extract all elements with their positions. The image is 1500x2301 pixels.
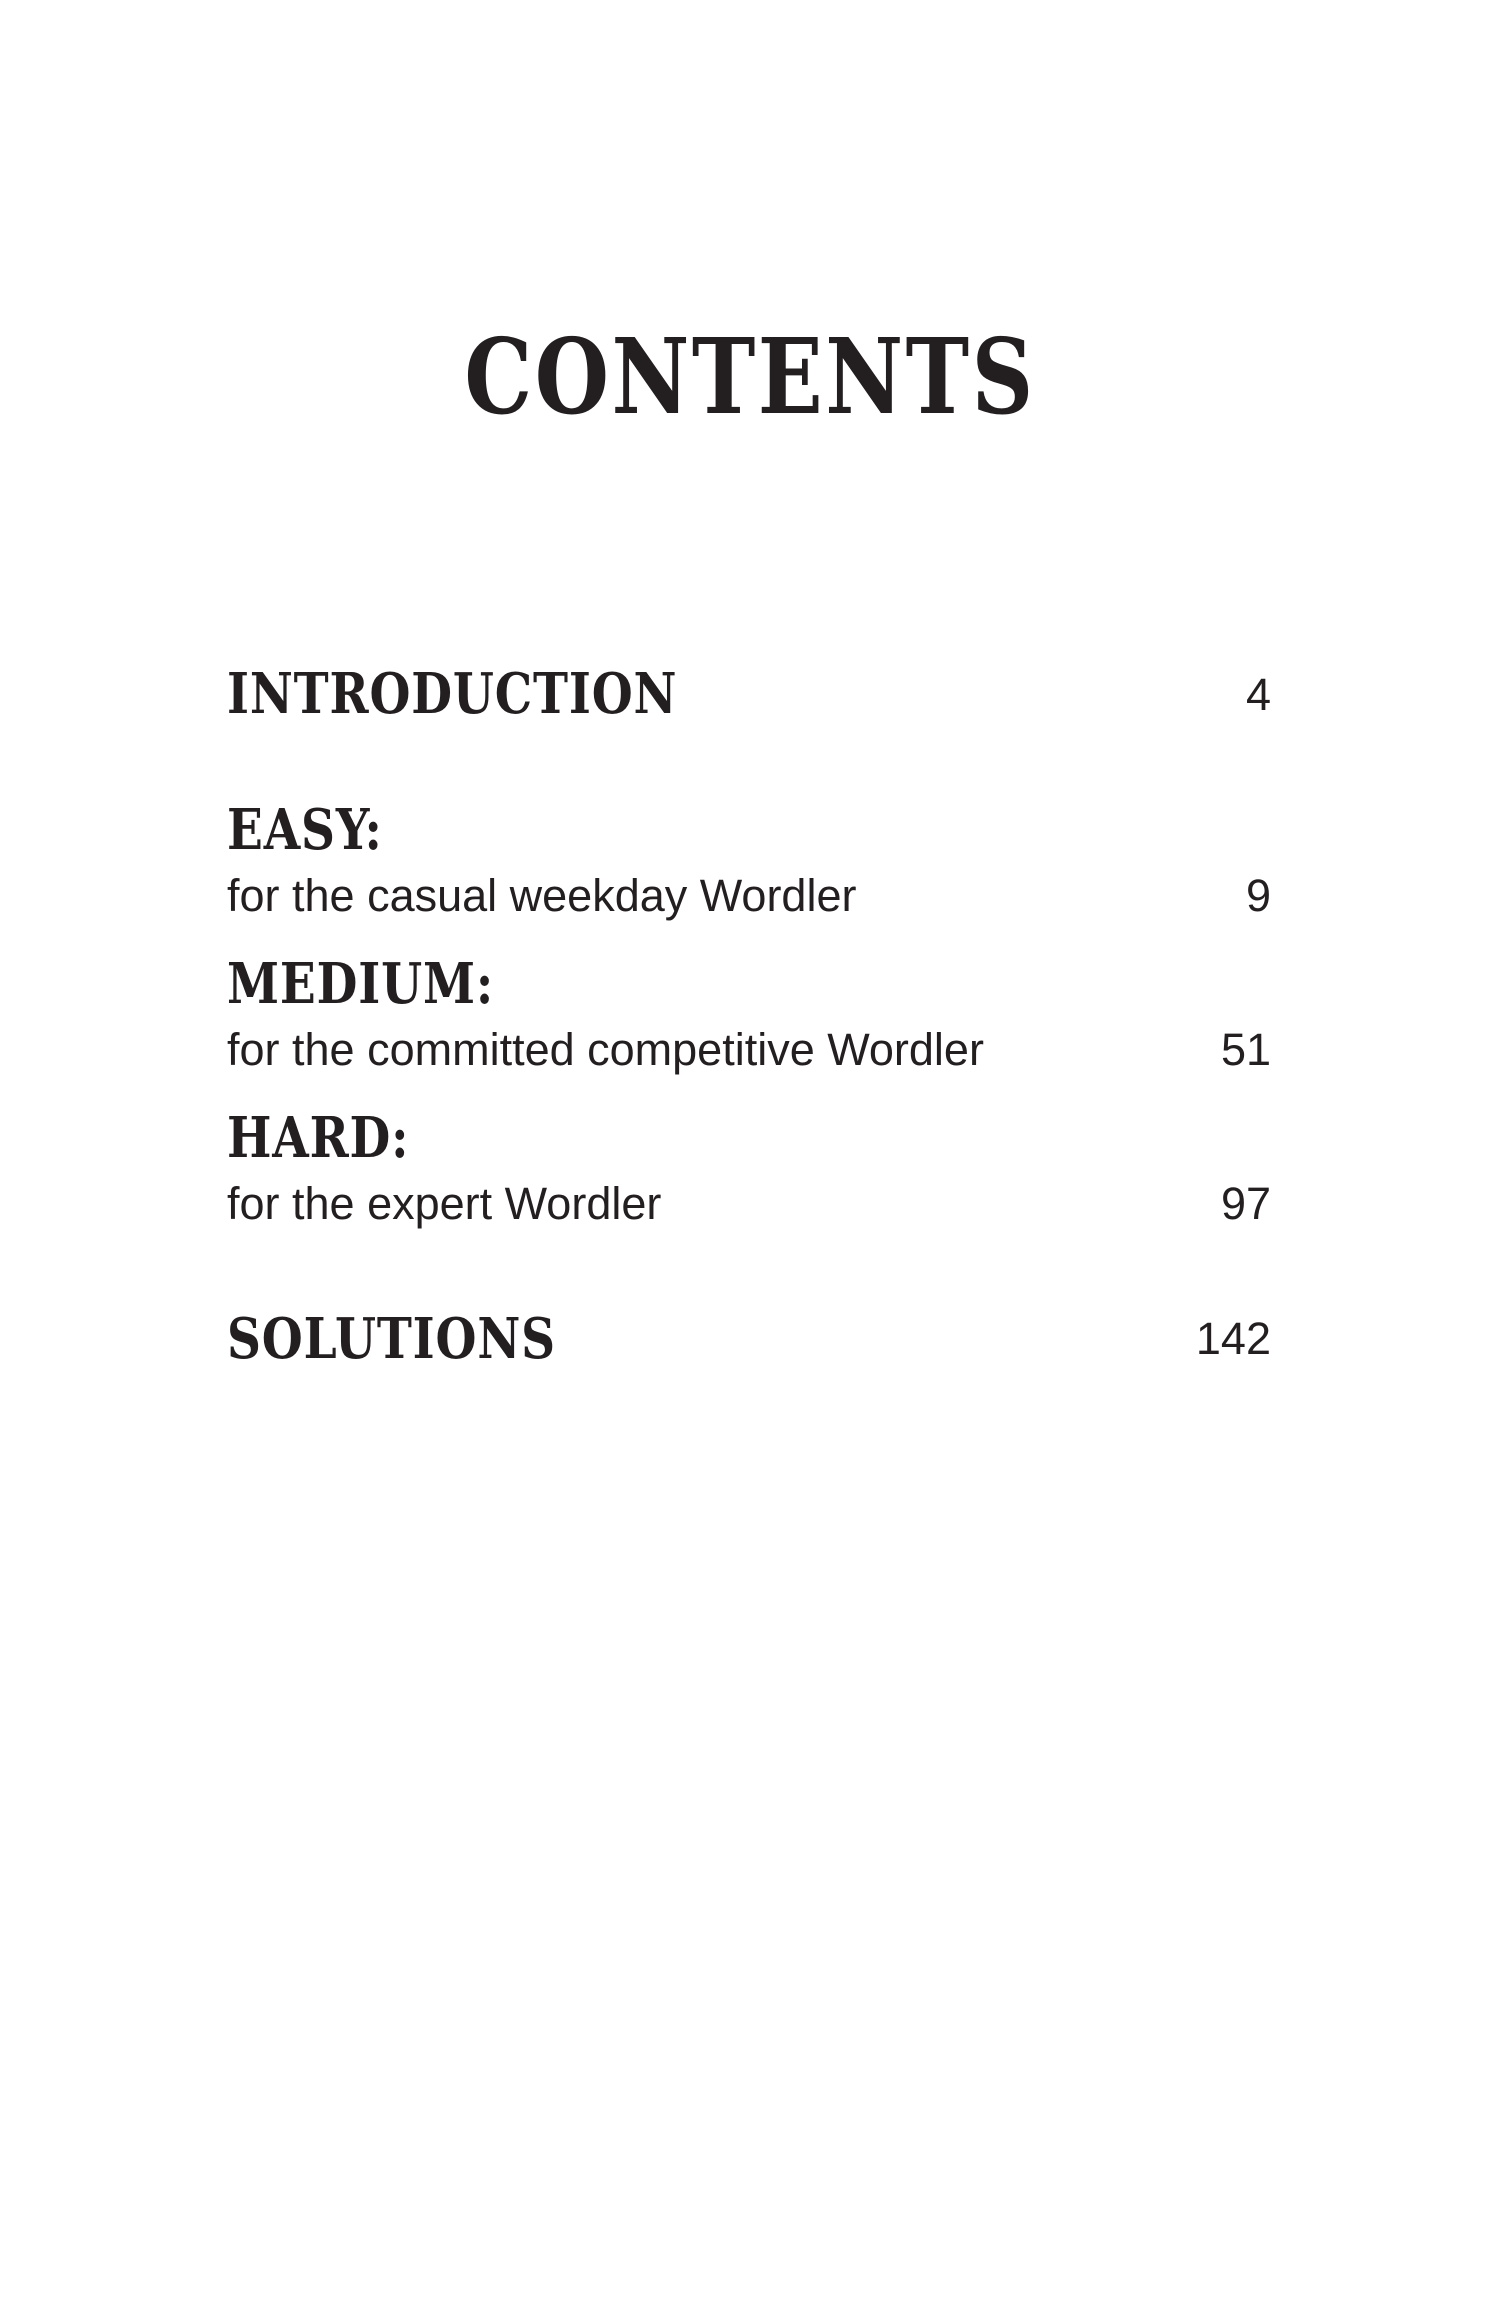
toc-heading-medium: MEDIUM:: [227, 951, 495, 1017]
page-title: CONTENTS: [464, 315, 1036, 438]
toc-heading-introduction: INTRODUCTION: [227, 661, 678, 727]
toc-page-solutions: 142: [1195, 1313, 1271, 1364]
toc-heading-easy: EASY:: [227, 797, 383, 863]
toc-subtitle-easy: for the casual weekday Wordler: [227, 870, 857, 921]
toc-heading-solutions: SOLUTIONS: [227, 1306, 556, 1372]
toc-heading-hard: HARD:: [227, 1105, 410, 1171]
toc-page-medium: 51: [1220, 1024, 1271, 1075]
toc-subtitle-medium: for the committed competitive Wordler: [227, 1024, 984, 1075]
toc-page-hard: 97: [1220, 1178, 1271, 1229]
toc-subtitle-hard: for the expert Wordler: [227, 1178, 662, 1229]
toc-page-introduction: 4: [1245, 669, 1271, 720]
toc-page-easy: 9: [1245, 870, 1271, 921]
